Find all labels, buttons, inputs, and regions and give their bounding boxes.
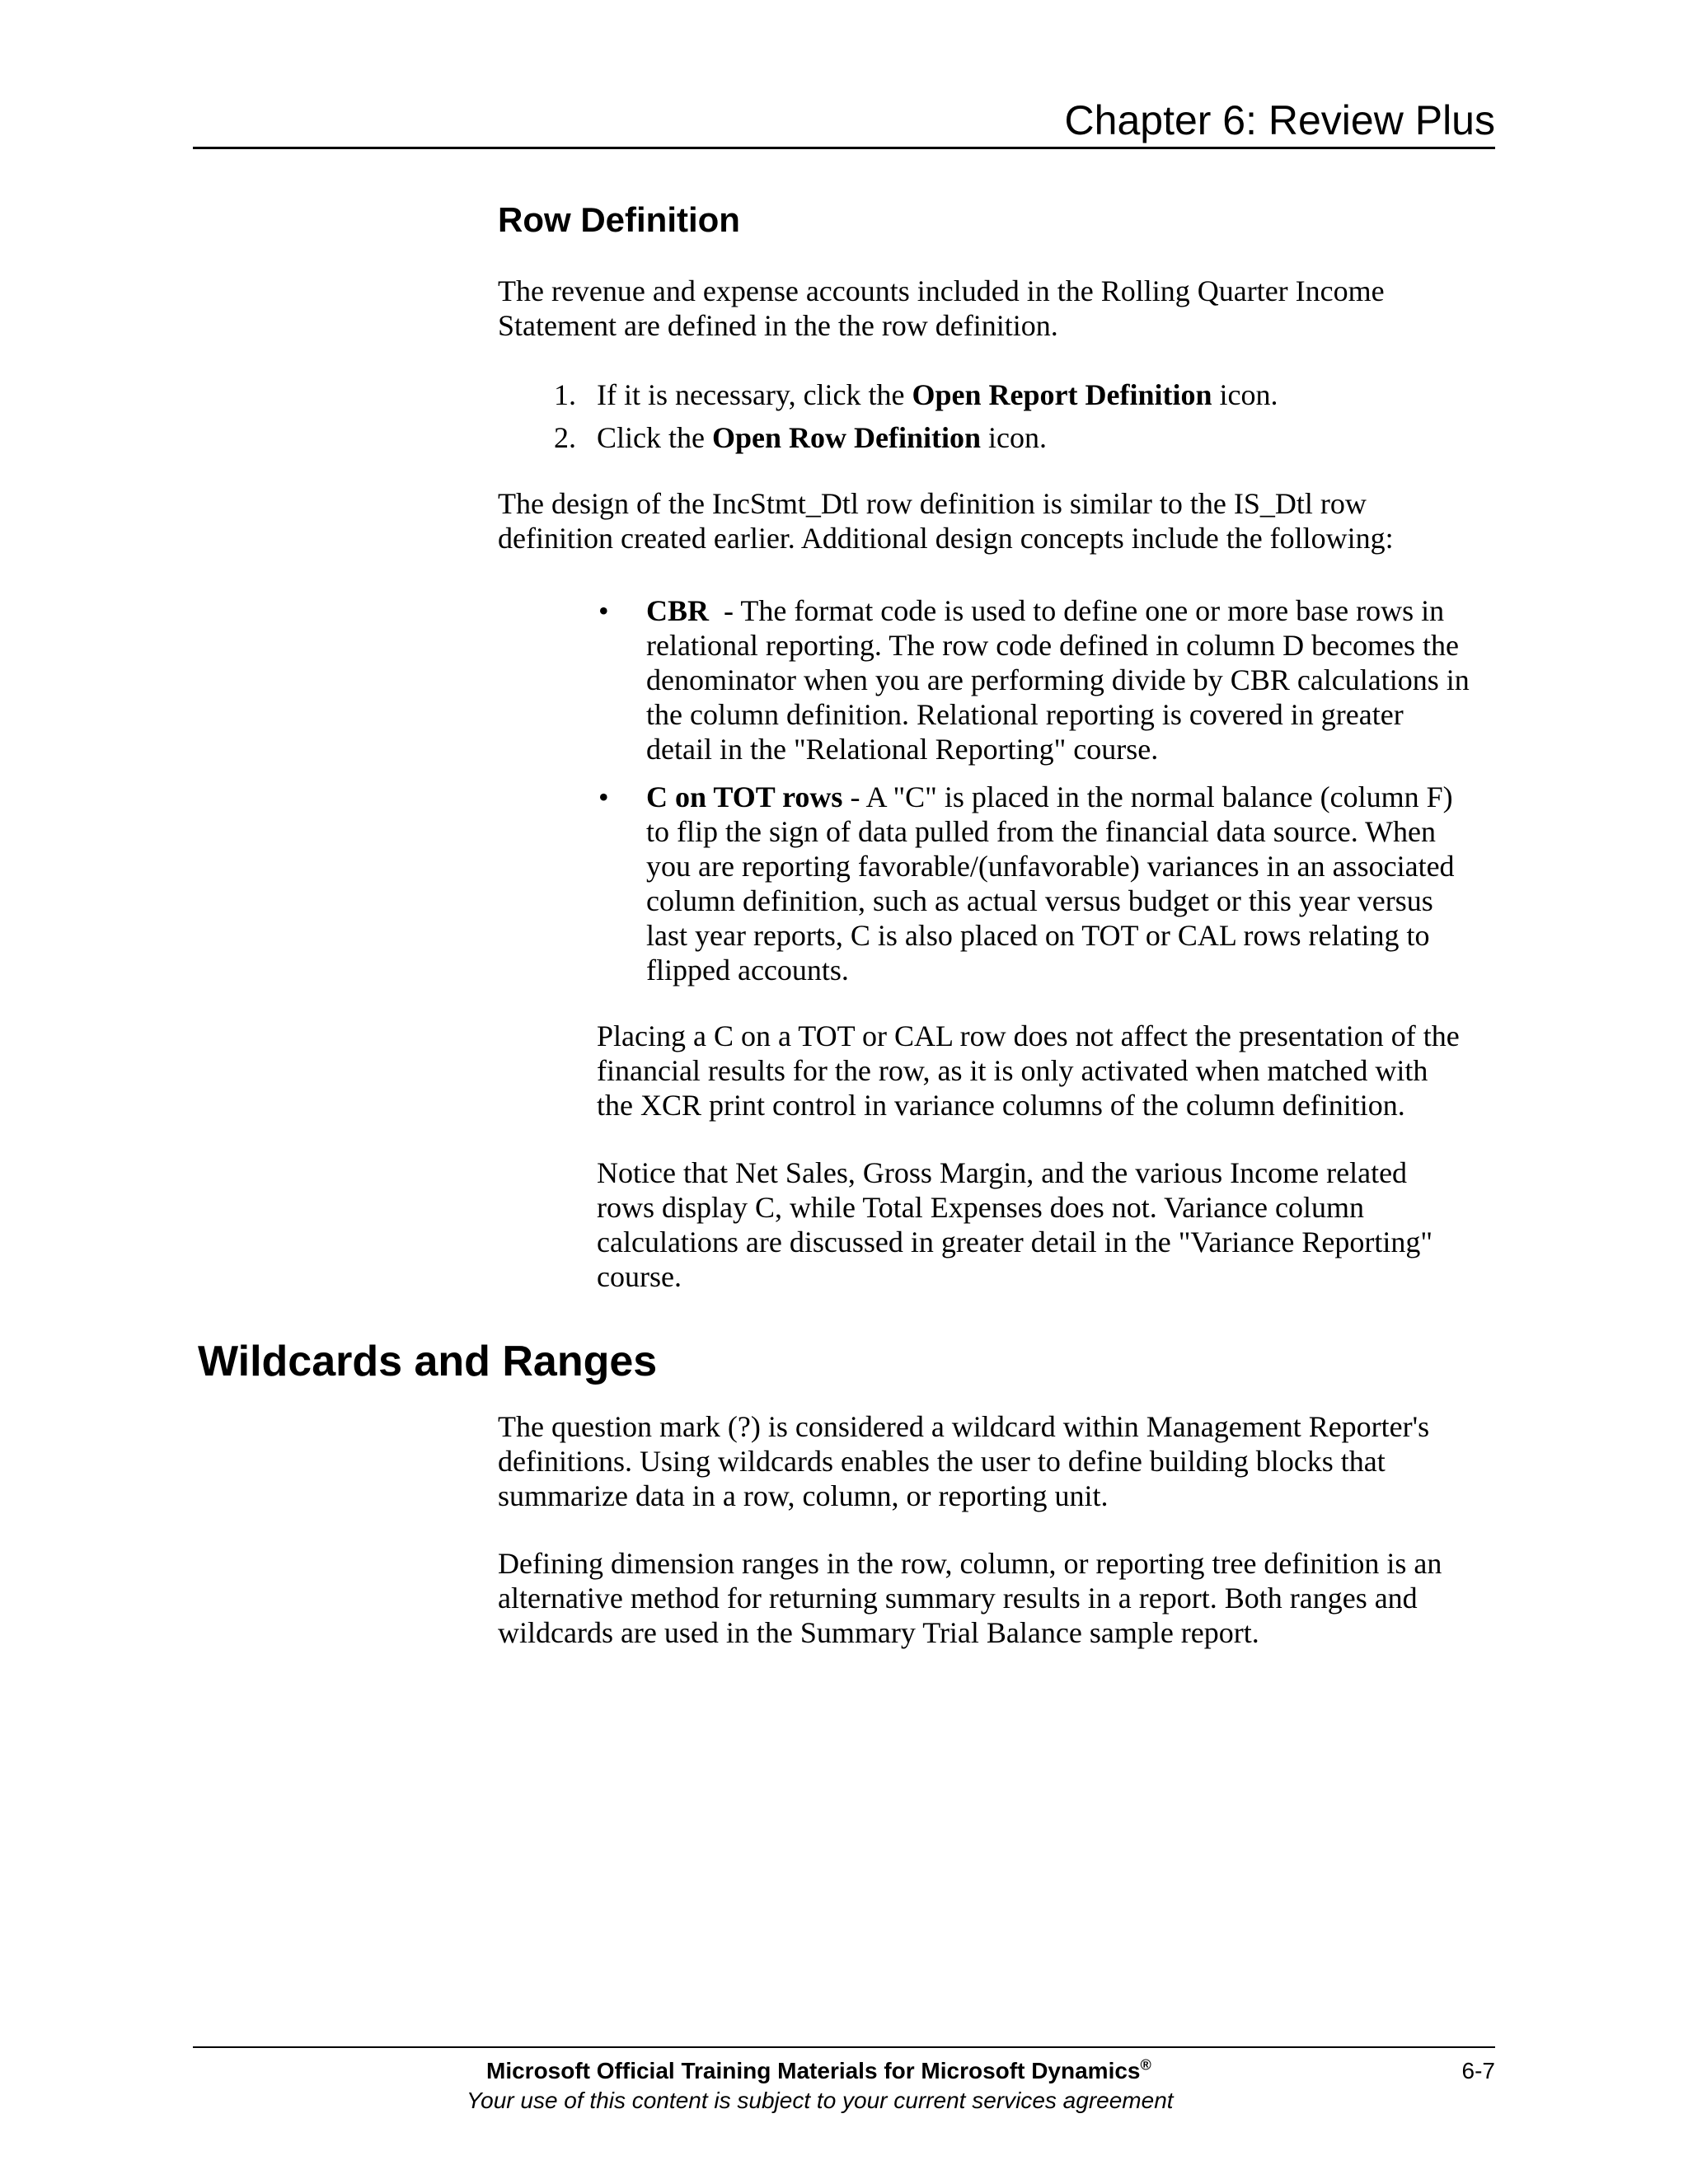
text-line: The revenue and expense accounts included in the Rolling Quarter Income: [498, 274, 1385, 307]
text-line: course.: [597, 1260, 682, 1293]
text-line: - The format code is used to define one or more base rows in: [709, 594, 1445, 627]
text-line: The design of the IncStmt_Dtl row definition is similar to the IS_Dtl row: [498, 487, 1367, 520]
text-line: denominator when you are performing divide by CBR calculations in: [646, 663, 1470, 696]
text-line: rows display C, while Total Expenses does not. Variance column: [597, 1191, 1364, 1224]
notice-note: [597, 1155, 1432, 1294]
text-line: you are reporting favorable/(unfavorable) variances in an associated: [646, 850, 1455, 883]
text-line: detail in the "Relational Reporting" course.: [646, 733, 1159, 766]
registered-mark: ®: [1140, 2056, 1151, 2074]
step-text: icon.: [1212, 378, 1278, 411]
step-text: Click the: [597, 421, 712, 454]
text-line: Notice that Net Sales, Gross Margin, and the various Income related: [597, 1156, 1408, 1189]
chapter-title: Chapter 6: Review Plus: [1064, 97, 1495, 143]
text-line: - A "C" is placed in the normal balance (column F): [842, 780, 1453, 813]
section-heading-row-definition: Row Definition: [498, 200, 740, 239]
section-heading-wildcards-and-ranges: Wildcards and Ranges: [198, 1338, 658, 1385]
footer-title: [486, 2057, 1151, 2085]
wildcards-paragraph-1: [498, 1409, 1429, 1513]
text-line: relational reporting. The row code defined in column D becomes the: [646, 629, 1460, 662]
text-line: Statement are defined in the the row definition.: [498, 309, 1058, 342]
placing-note: [597, 1019, 1460, 1122]
bullet-item-c-on-tot-rows: [598, 780, 1470, 987]
text-line: summarize data in a row, column, or reporting unit.: [498, 1479, 1109, 1512]
text-line: financial results for the row, as it is only activated when matched with: [597, 1054, 1428, 1087]
page-number: 6-7: [1461, 2058, 1495, 2083]
step-item: [554, 420, 1278, 463]
design-concepts-list: [598, 593, 1470, 987]
term-c-on-tot-rows: C on TOT rows: [646, 780, 843, 813]
step-text: icon.: [981, 421, 1047, 454]
text-line: definition created earlier. Additional design concepts include the following:: [498, 522, 1394, 555]
steps-list: [554, 377, 1278, 463]
text-line: Placing a C on a TOT or CAL row does not affect the presentation of the: [597, 1019, 1460, 1052]
step-text: If it is necessary, click the: [597, 378, 912, 411]
text-line: to flip the sign of data pulled from the financial data source. When: [646, 815, 1437, 848]
text-line: wildcards are used in the Summary Trial Balance sample report.: [498, 1616, 1259, 1649]
text-line: last year reports, C is also placed on TOT or CAL rows relating to: [646, 919, 1430, 952]
wildcards-paragraph-2: [498, 1546, 1442, 1650]
text-line: The question mark (?) is considered a wildcard within Management Reporter's: [498, 1410, 1430, 1443]
text-line: column definition, such as actual versus budget or this year versus: [646, 884, 1433, 917]
row-definition-intro: [498, 274, 1385, 343]
footer-subtitle: Your use of this content is subject to your current services agreement: [467, 2088, 1174, 2113]
text-line: definitions. Using wildcards enables the user to define building blocks that: [498, 1445, 1386, 1478]
bullet-item-cbr: [598, 593, 1470, 766]
text-line: alternative method for returning summary results in a report. Both ranges and: [498, 1582, 1418, 1615]
step-ui-term: Open Report Definition: [912, 378, 1212, 411]
text-line: the column definition. Relational reporting is covered in greater: [646, 698, 1404, 731]
term-cbr: CBR: [646, 594, 710, 627]
bullet-icon: •: [598, 594, 609, 627]
text-line: flipped accounts.: [646, 954, 849, 987]
text-line: the XCR print control in variance columns of the column definition.: [597, 1089, 1405, 1122]
step-number: 2.: [554, 421, 576, 454]
footer-rule: [193, 2046, 1495, 2048]
step-item: [554, 377, 1278, 420]
header-rule: [193, 147, 1495, 149]
step-number: 1.: [554, 378, 576, 411]
bullet-icon: •: [598, 780, 609, 813]
footer-title-text: Microsoft Official Training Materials for Microsoft Dynamics: [486, 2058, 1141, 2083]
text-line: Defining dimension ranges in the row, column, or reporting tree definition is an: [498, 1547, 1442, 1580]
step-ui-term: Open Row Definition: [711, 421, 982, 454]
design-intro: [498, 486, 1394, 555]
text-line: calculations are discussed in greater detail in the "Variance Reporting": [597, 1226, 1433, 1258]
